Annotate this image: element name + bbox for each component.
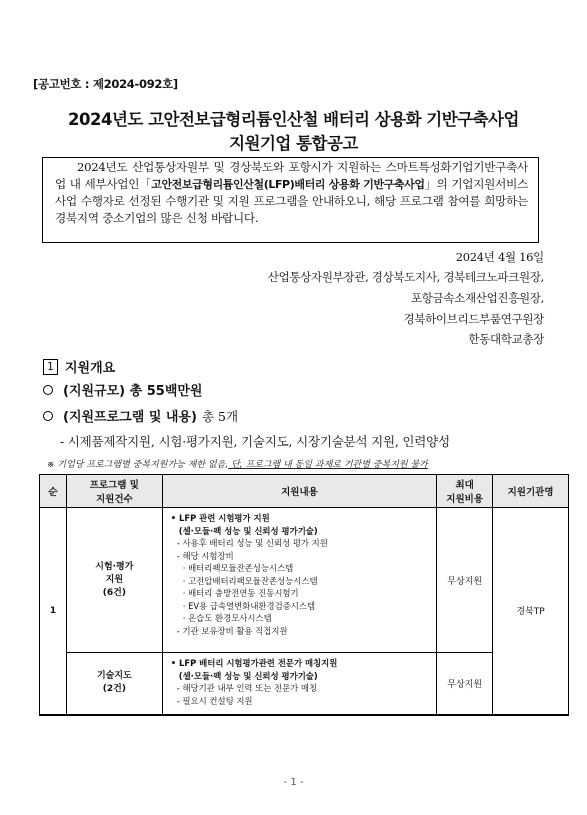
- content-item: - 기관 보유장비 활용 직접지원: [176, 625, 288, 636]
- content-cell: [162, 508, 436, 653]
- bullet-programs-count: 총 5개: [201, 408, 239, 424]
- header-no: 순: [40, 475, 67, 508]
- header-program: [66, 475, 162, 508]
- circle-bullet-icon: [43, 411, 53, 421]
- content-heading: • LFP 관련 시험평가 지원: [170, 513, 270, 523]
- max-cost-cell: 무상지원: [437, 653, 493, 715]
- table-row: [40, 653, 569, 715]
- intro-text-bold: 고안전보급형리튬인산철(LFP)배터리 상용화 기반구축사업: [151, 177, 425, 191]
- signatory-2: 포항금속소재산업진흥원장,: [410, 291, 544, 305]
- content-subheading: (셀·모듈·팩 성능 및 신뢰성 평가기술): [178, 670, 318, 681]
- circle-bullet-icon: [43, 385, 53, 395]
- content-item: - 사용후 배터리 성능 및 신뢰성 평가 지원: [176, 538, 328, 548]
- note-underlined: 단, 프로그램 내 동일 과제로 기관별 중복지원 불가: [228, 460, 428, 470]
- header-program-line1: 프로그램 및: [89, 480, 139, 491]
- section-heading: [43, 357, 115, 376]
- table-row: [40, 508, 569, 653]
- header-max-line1: 최대: [455, 480, 474, 491]
- signatory-1: 산업통상자원부장관, 경상북도지사, 경북테크노파크원장,: [267, 270, 544, 284]
- page-number: - 1 -: [283, 777, 304, 788]
- content-item: · 온습도 환경모사시스템: [182, 613, 272, 623]
- note-prefix: ※ 기업당 프로그램별 중복지원가능 제한 없음,: [47, 460, 229, 470]
- content-item: · EV용 급속열변화내환경검증시스템: [182, 600, 316, 611]
- signatory-3: 경북하이브리드부품연구원장: [403, 312, 544, 326]
- content-subheading: (셀·모듈·팩 성능 및 신뢰성 평가기술): [178, 525, 318, 536]
- support-table: [39, 474, 569, 716]
- content-heading: • LFP 배터리 시험평가관련 전문가 매칭지원: [170, 658, 338, 668]
- program-name-line: 기술지도: [96, 671, 132, 682]
- content-item: - 해당기관 내부 인력 또는 전문가 매칭: [176, 683, 318, 693]
- program-name-line: 시험·평가: [95, 561, 134, 572]
- agency-cell: 경북TP: [493, 508, 569, 715]
- max-cost-cell: 무상지원: [437, 508, 493, 653]
- bullet-support-scale-text: (지원규모) 총 55백만원: [63, 384, 203, 399]
- section-number-box: 1: [43, 359, 58, 375]
- intro-text-2: 」의 기업지원서비스사업 수행자로 선정된 수행기관 및 지원 프로그램을 안내하오니, 해당 프로그램 참여를 희망하는 경북지역 중소기업의 많은 신청 바랍니다.: [55, 176, 528, 225]
- intro-box: [42, 157, 539, 243]
- signatory-4: 한동대학교총장: [468, 332, 544, 346]
- program-name-line: 지원: [105, 574, 124, 585]
- intro-text-1: 2024년도 산업통상자원부 및 경상북도와 포항시가 지원하는 스마트특성화기업기반구축사업 내 세부사업인「: [55, 160, 528, 191]
- header-agency: 지원기관명: [493, 475, 569, 508]
- header-program-line2: 지원건수: [96, 494, 133, 505]
- content-item: · 고전압배터리팩모듈잔존성능시스템: [182, 575, 318, 586]
- bullet-programs: [43, 406, 238, 425]
- bullet-programs-label: (지원프로그램 및 내용): [63, 410, 197, 425]
- page-title-line2: 지원기업 통합공고: [229, 134, 358, 153]
- header-content: 지원내용: [162, 475, 436, 508]
- program-cell: [66, 653, 162, 715]
- programs-list: - 시제품제작지원, 시험·평가지원, 기술지도, 시장기술분석 지원, 인력양성: [60, 434, 450, 449]
- header-max-line2: 지원비용: [446, 494, 484, 505]
- program-count: (6건): [102, 587, 126, 598]
- notice-number: [공고번호 : 제2024-092호]: [33, 77, 178, 91]
- page-title-line1: 2024년도 고안전보급형리튬인산철 배터리 상용화 기반구축사업: [68, 110, 519, 129]
- bullet-support-scale: [43, 380, 203, 399]
- section-title: 지원개요: [65, 361, 116, 376]
- content-item: · 배터리팩모듈잔존성능시스템: [182, 563, 294, 573]
- table-header-row: [40, 475, 569, 508]
- header-max-cost: [437, 475, 493, 508]
- content-item: - 해당 시험장비: [176, 550, 234, 561]
- program-count: (2건): [102, 684, 126, 695]
- program-cell: [66, 508, 162, 653]
- duplicate-support-note: [47, 457, 428, 470]
- announcement-date: 2024년 4월 16일: [455, 250, 544, 264]
- content-cell: [162, 653, 436, 715]
- row-number: 1: [40, 508, 67, 715]
- content-item: - 필요시 컨설팅 지원: [176, 695, 253, 706]
- content-item: · 배터리 충방전연동 진동시험기: [182, 588, 299, 598]
